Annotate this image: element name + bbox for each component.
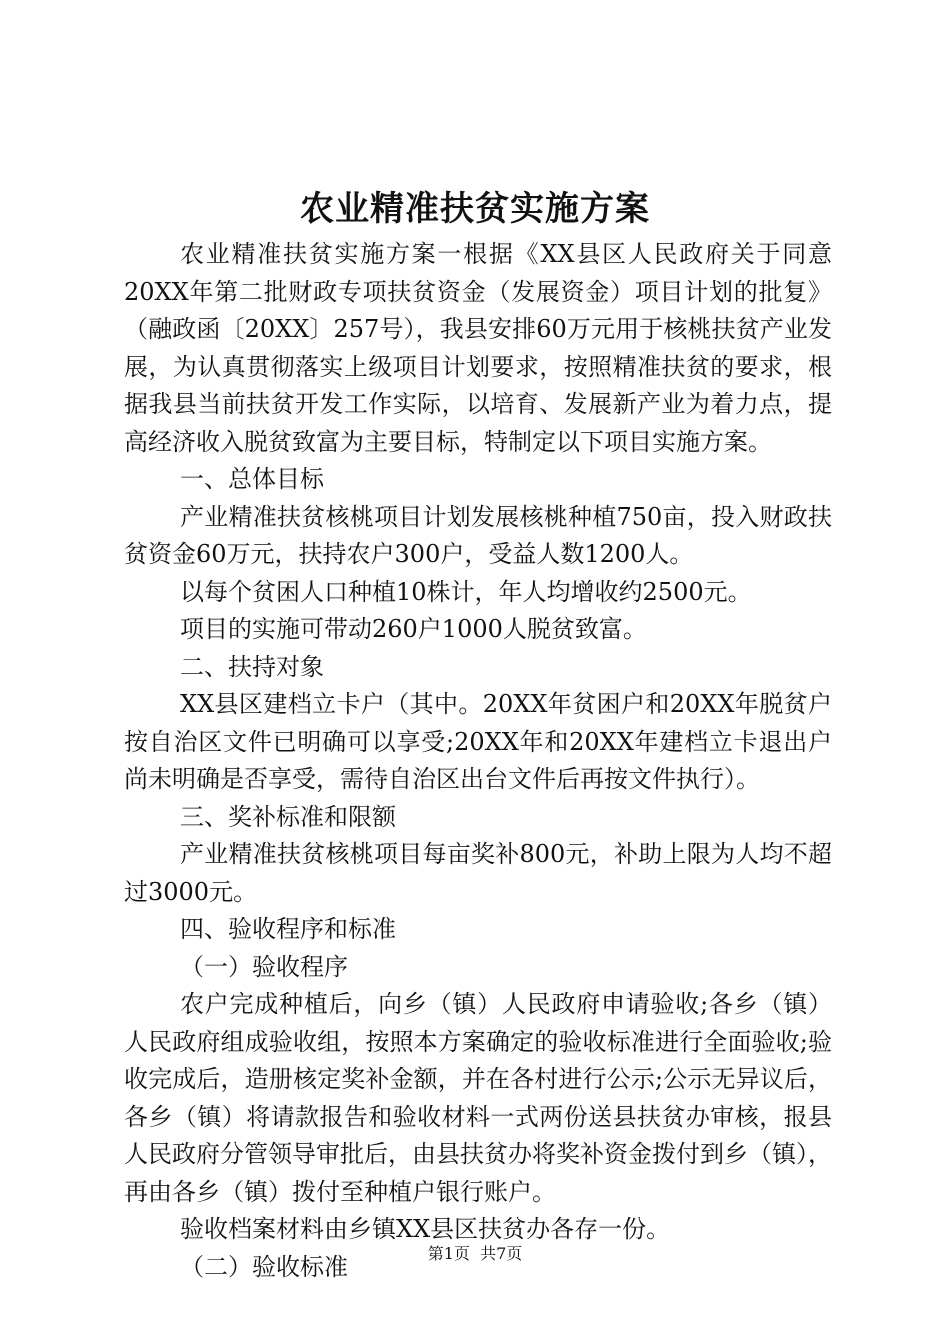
intro-paragraph: 农业精准扶贫实施方案一根据《XX县区人民政府关于同意20XX年第二批财政专项扶贫资金（发展资金）项目计划的批复》（融政函〔20XX〕257号），我县安排60万元用于核桃扶贫产业发展，为认真贯彻落实上级项目计划要求，按照精准扶贫的要求，根据我县当前扶贫开发工作实际，以培育、发展新产业为着力点，提高经济收入脱贫致富为主要目标，特制定以下项目实施方案。 — [124, 240, 832, 456]
section-heading-goals: 一、总体目标 — [180, 465, 324, 493]
procedure-paragraph: 农户完成种植后，向乡（镇）人民政府申请验收;各乡（镇）人民政府组成验收组，按照本方案确定的验收标准进行全面验收;验收完成后，造册核定奖补金额，并在各村进行公示;公示无异议后，各乡（镇）将请款报告和验收材料一式两份送县扶贫办审核，报县人民政府分管领导审批后，由县扶贫办将奖补资金拨付到乡（镇），再由各乡（镇）拨付至种植户银行账户。 — [124, 990, 832, 1206]
document-body — [124, 236, 832, 1286]
impact-paragraph: 项目的实施可带动260户1000人脱贫致富。 — [180, 615, 647, 643]
subheading-procedure: （一）验收程序 — [180, 952, 348, 981]
document-title: 农业精准扶贫实施方案 — [300, 189, 650, 229]
subsidy-paragraph: 产业精准扶贫核桃项目每亩奖补800元，补助上限为人均不超过3000元。 — [124, 840, 832, 906]
archive-paragraph: 验收档案材料由乡镇XX县区扶贫办各存一份。 — [180, 1215, 671, 1243]
goals-paragraph: 产业精准扶贫核桃项目计划发展核桃种植750亩，投入财政扶贫资金60万元，扶持农户300户，受益人数1200人。 — [124, 502, 832, 568]
section-heading-targets: 二、扶持对象 — [180, 652, 324, 681]
subheading-standards: （二）验收标准 — [180, 1252, 348, 1281]
page-footer — [0, 1243, 950, 1265]
income-paragraph: 以每个贫困人口种植10株计，年人均增收约2500元。 — [180, 577, 752, 606]
targets-paragraph: XX县区建档立卡户（其中。20XX年贫困户和20XX年脱贫户按自治区文件已明确可以享受;20XX年和20XX年建档立卡退出户尚未明确是否享受，需待自治区出台文件后再按文件执行）。 — [124, 690, 832, 793]
section-heading-acceptance: 四、验收程序和标准 — [180, 915, 396, 943]
page-number: 第1页 共7页 — [427, 1244, 523, 1263]
section-heading-subsidy: 三、奖补标准和限额 — [180, 802, 396, 831]
